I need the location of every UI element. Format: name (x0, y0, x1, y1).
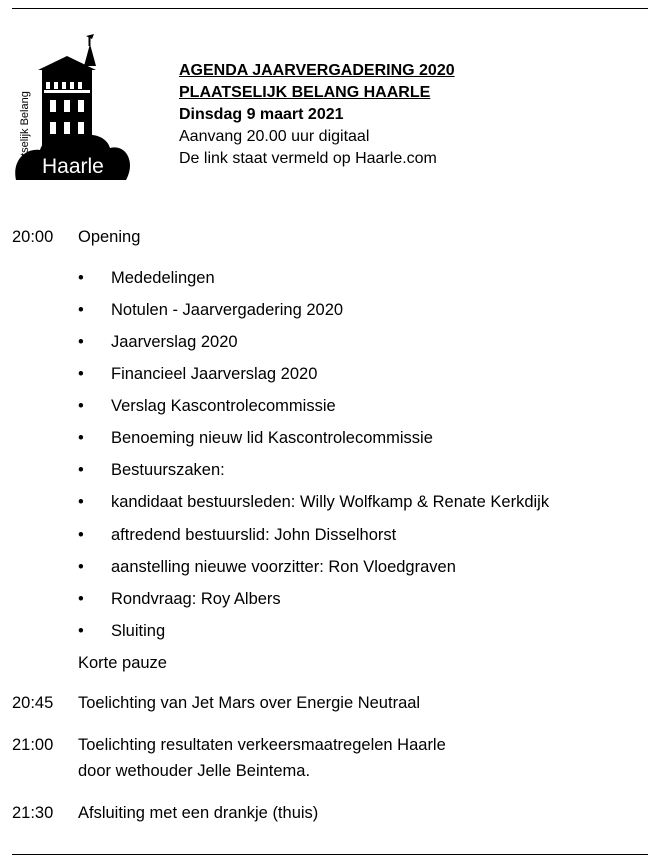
agenda-time: 21:00 (12, 736, 54, 754)
bullet-icon: • (78, 397, 84, 415)
bullet-icon: • (78, 301, 84, 319)
agenda-time: 20:45 (12, 694, 54, 712)
agenda-time: 21:30 (12, 804, 54, 822)
bullet-icon: • (78, 333, 84, 351)
bottom-rule (12, 854, 648, 855)
agenda-label: Korte pauze (78, 654, 167, 672)
bullet-icon: • (78, 590, 84, 608)
plaatselijk-belang-haarle-logo (14, 30, 132, 182)
bullet-icon: • (78, 558, 84, 576)
svg-text:Plaatselijk Belang: Plaatselijk Belang (19, 91, 31, 178)
agenda-label: Opening (78, 228, 141, 246)
agenda-title: AGENDA JAARVERGADERING 2020 (179, 62, 455, 79)
bullet-icon: • (78, 429, 84, 447)
agenda-label: Toelichting resultaten verkeersmaatregelen Haarle (78, 736, 446, 754)
bullet-icon: • (78, 493, 84, 511)
agenda-time: 20:00 (12, 228, 54, 246)
bullet-icon: • (78, 365, 84, 383)
agenda-header (179, 60, 455, 170)
meeting-link-note: De link staat vermeld op Haarle.com (179, 150, 437, 167)
top-rule (12, 8, 648, 9)
bullet-icon: • (78, 526, 84, 544)
agenda-label: Afsluiting met een drankje (thuis) (78, 804, 319, 822)
agenda-label: door wethouder Jelle Beintema. (78, 762, 311, 780)
organisation-title: PLAATSELIJK BELANG HAARLE (179, 84, 431, 101)
meeting-start: Aanvang 20.00 uur digitaal (179, 128, 370, 145)
meeting-date: Dinsdag 9 maart 2021 (179, 106, 344, 123)
agenda-label: Toelichting van Jet Mars over Energie Neutraal (78, 694, 421, 712)
bullet-icon: • (78, 622, 84, 640)
svg-text:Haarle: Haarle (42, 155, 104, 178)
bullet-icon: • (78, 269, 84, 287)
bullet-icon: • (78, 461, 84, 479)
